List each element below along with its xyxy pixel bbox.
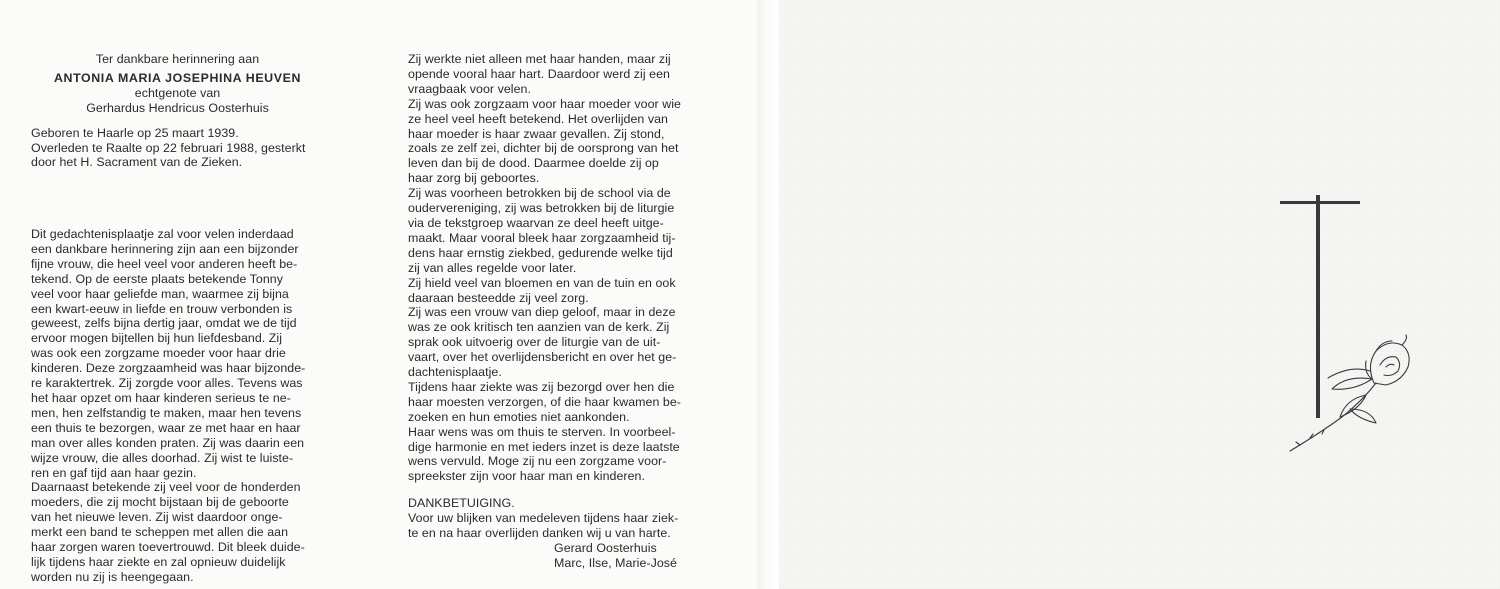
text-line: haar zorgen waren toevertrouwd. Dit bleek duide- <box>31 540 305 555</box>
text-line: zoeken en hun emoties niet aankonden. <box>408 409 630 424</box>
text-line: ervoor mogen bijtellen bij hun liefdesband. Zij <box>31 331 282 346</box>
text-line: een dankbare herinnering zijn aan een bijzonder <box>31 241 299 256</box>
text-line: Voor uw blijken van medeleven tijdens haar ziek- <box>408 510 679 525</box>
text-line: via de tekstgroep waarvan ze deel heeft uitge- <box>408 215 664 230</box>
text-line: worden nu zij is heengegaan. <box>31 569 194 584</box>
text-line: haar zorg bij geboortes. <box>408 171 540 186</box>
text-line: een kwart-eeuw in liefde en trouw verbonden is <box>31 301 293 316</box>
text-line: Zij was een vrouw van diep geloof, maar in deze <box>408 305 676 320</box>
text-line: zoals ze zelf zei, dichter bij de oorsprong van het <box>408 141 679 156</box>
text-line: vraagbaak voor velen. <box>408 81 531 96</box>
text-line: was ook een zorgzame moeder voor haar drie <box>31 346 286 361</box>
text-line: Zij werkte niet alleen met haar handen, maar zij <box>408 52 671 66</box>
signature-line: Marc, Ilse, Marie-José <box>554 555 677 570</box>
text-line: een thuis te bezorgen, waar ze met haar en haar <box>31 420 301 435</box>
text-line: oudervereniging, zij was betrokken bij de liturgie <box>408 201 675 216</box>
text-line: kinderen. Deze zorgzaamheid was haar bijzonde- <box>31 361 306 376</box>
memorial-text-right <box>408 52 704 484</box>
text-line: men, hen zelfstandig te maken, maar hen tevens <box>31 405 302 420</box>
text-line: maakt. Maar vooral bleek haar zorgzaamheid tij- <box>408 230 676 245</box>
birth-line: Geboren te Haarle op 25 maart 1939. <box>31 125 239 140</box>
text-line: merkt een band te scheppen met allen die aan <box>31 525 289 540</box>
death-line: Overleden te Raalte op 22 februari 1988, gesterkt <box>31 140 306 155</box>
text-line: Zij hield veel van bloemen en van de tuin en ook <box>408 275 676 290</box>
rose-icon <box>1290 335 1409 451</box>
text-line: haar moeder is haar zwaar gevallen. Zij stond, <box>408 126 665 141</box>
text-line: haar moesten verzorgen, of die haar kwamen be- <box>408 394 681 409</box>
cross-and-rose <box>1280 195 1420 465</box>
text-line: geweest, zelfs bijna dertig jaar, omdat we de tijd <box>31 316 297 331</box>
text-line: Zij was ook zorgzaam voor haar moeder voor wie <box>408 96 681 111</box>
text-line: dachtenisplaatje. <box>408 365 502 380</box>
intro-text: Ter dankbare herinnering aan <box>95 52 260 66</box>
text-line: sprak ook uitvoerig over de liturgie van de uit- <box>408 335 661 350</box>
text-line: lijk tijdens haar ziekte en zal opnieuw duidelijk <box>31 554 286 569</box>
death-line: door het H. Sacrament van de Zieken. <box>31 155 243 170</box>
text-line: van het nieuwe leven. Zij wist daardoor onge- <box>31 510 283 525</box>
spouse-label: echtgenote van <box>134 85 221 100</box>
text-line: te en na haar overlijden danken wij u van harte. <box>408 525 671 540</box>
text-line: man over alles konden praten. Zij was daarin een <box>31 435 305 450</box>
text-line: ren en gaf tijd aan haar gezin. <box>31 465 197 480</box>
text-line: Tijdens haar ziekte was zij bezorgd over hen die <box>408 379 675 394</box>
header-block <box>31 52 324 170</box>
text-line: was ze ook kritisch ten aanzien van de kerk. Zij <box>408 320 670 335</box>
text-line: fijne vrouw, die heel veel voor anderen heeft be- <box>31 256 298 271</box>
text-line: daaraan besteedde zij veel zorg. <box>408 290 589 305</box>
text-line: Haar wens was om thuis te sterven. In voorbeel- <box>408 424 676 439</box>
text-line: ze heel veel heeft betekend. Het overlijden van <box>408 111 668 126</box>
text-line: leven dan bij de dood. Daarmee doelde zij op <box>408 156 659 171</box>
thanks-block <box>408 496 704 571</box>
page-fold <box>757 0 779 589</box>
text-line: Zij was voorheen betrokken bij de school via de <box>408 186 671 201</box>
text-line: wijze vrouw, die alles doorhad. Zij wist te luiste- <box>31 450 294 465</box>
text-line: het haar opzet om haar kinderen serieus te ne- <box>31 390 291 405</box>
text-line: zij van alles regelde voor later. <box>408 260 577 275</box>
text-line: tekend. Op de eerste plaats betekende Tonny <box>31 271 283 286</box>
text-line: moeders, die zij mocht bijstaan bij de geboorte <box>31 495 289 510</box>
spouse-name: Gerhardus Hendricus Oosterhuis <box>86 100 269 115</box>
thanks-heading: DANKBETUIGING. <box>408 496 515 510</box>
text-line: spreekster zijn voor haar man en kinderen. <box>408 469 645 484</box>
text-line: dens haar ernstig ziekbed, gedurende welke tijd <box>408 245 673 260</box>
text-line: vaart, over het overlijdensbericht en over het ge- <box>408 350 677 365</box>
deceased-name: ANTONIA MARIA JOSEPHINA HEUVEN <box>53 70 302 85</box>
text-line: veel voor haar geliefde man, waarmee zij bijna <box>31 286 289 301</box>
text-line: wens vervuld. Moge zij nu een zorgzame voor- <box>408 454 667 469</box>
text-line: re karaktertrek. Zij zorgde voor alles. Tevens was <box>31 376 303 391</box>
text-line: dige harmonie en met ieders inzet is deze laatste <box>408 439 680 454</box>
cross-icon <box>1280 195 1420 460</box>
memorial-text-left <box>31 227 324 585</box>
text-line: opende vooral haar hart. Daardoor werd zij een <box>408 66 670 81</box>
text-line: Daarnaast betekende zij veel voor de honderden <box>31 480 301 495</box>
text-line: Dit gedachtenisplaatje zal voor velen inderdaad <box>31 227 294 241</box>
signature-line: Gerard Oosterhuis <box>554 540 657 555</box>
